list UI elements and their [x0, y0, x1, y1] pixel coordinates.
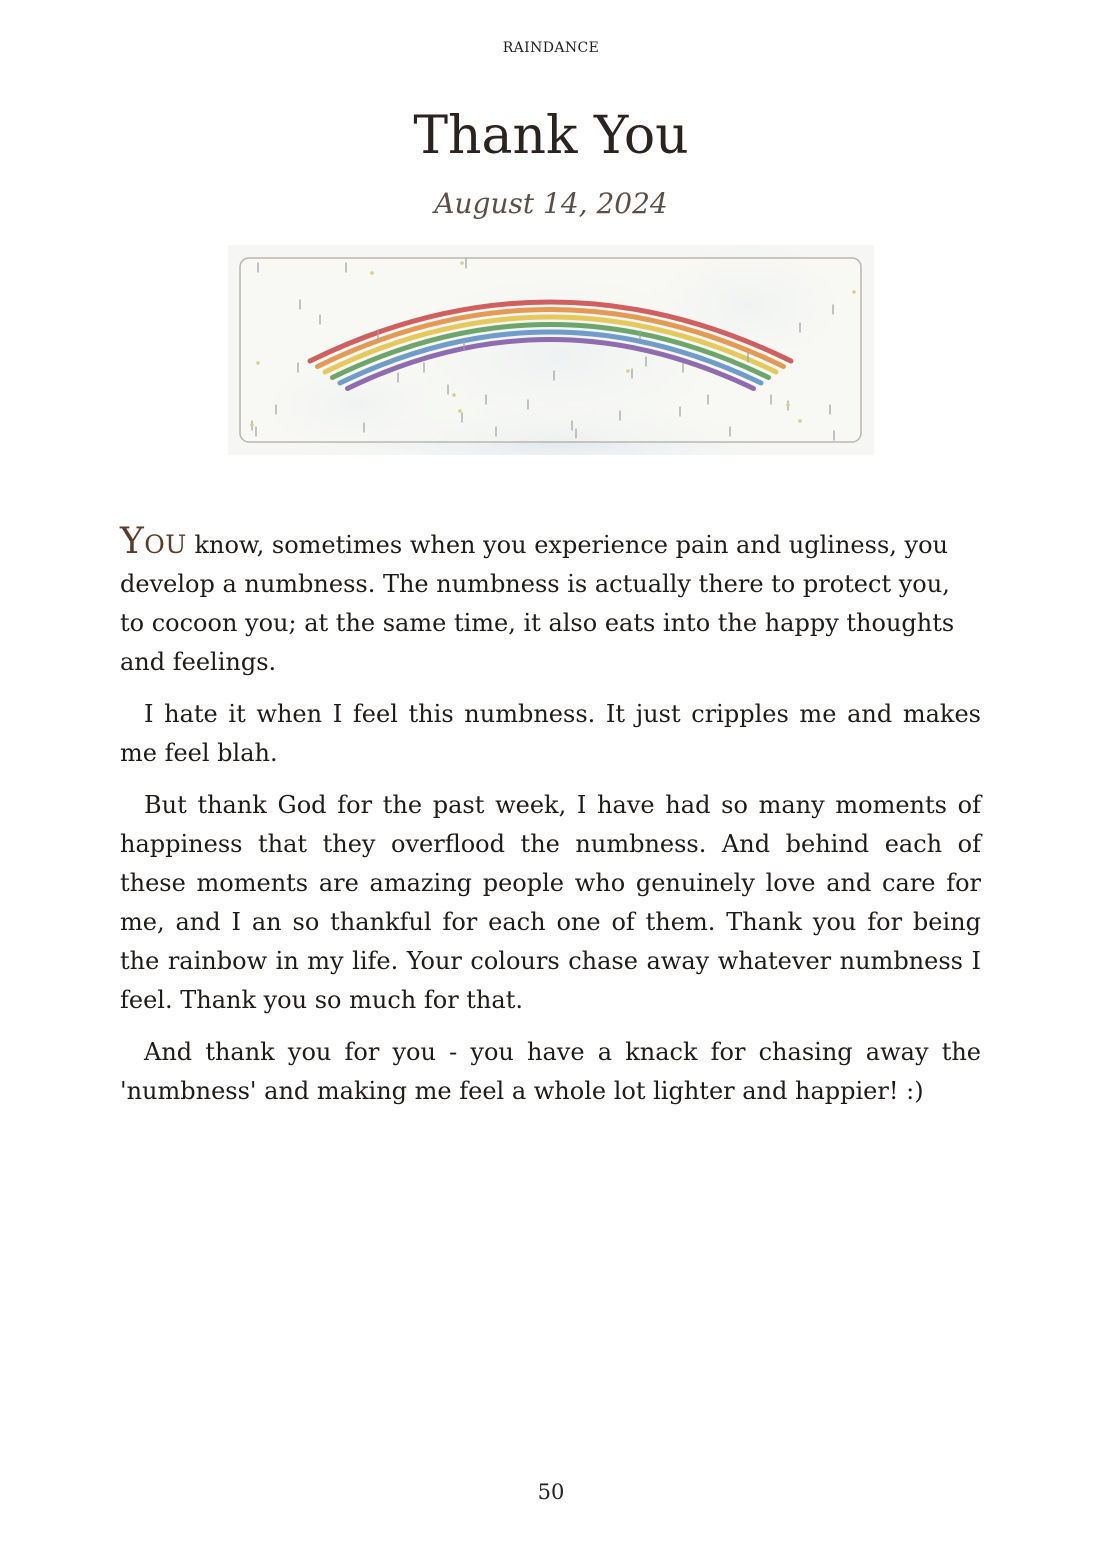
sparkle [256, 361, 260, 365]
paragraph-1-text: know, sometimes when you experience pain and ugliness, you develop a numbness. The numbness is actually there to protect you, to cocoon you; at the same time, it also eats into the happy thoughts and feelings. [120, 531, 955, 676]
sparkle [786, 403, 790, 407]
sparkle [250, 423, 254, 427]
sparkle [370, 271, 374, 275]
paragraph-2: I hate it when I feel this numbness. It just cripples me and makes me feel blah. [120, 700, 981, 767]
drop-cap-word: You [120, 521, 187, 562]
page-title: Thank You [413, 106, 689, 166]
sparkle [460, 261, 464, 265]
article-body [120, 522, 981, 1124]
rainbow-illustration [228, 245, 874, 455]
paragraph-1 [120, 522, 981, 682]
paragraph-3: But thank God for the past week, I have had so many moments of happiness that they overflood the numbness. And behind each of these moments are amazing people who genuinely love and care for me, and I an so thankful for each one of them. Thank you for being the rainbow in my life. Your colours chase away whatever numbness I feel. Thank you so much for that. [120, 791, 981, 1014]
sparkle [452, 393, 456, 397]
page-number: 50 [537, 1480, 565, 1504]
paragraph-4: And thank you for you - you have a knack for chasing away the 'numbness' and making me feel a whole lot lighter and happier! :) [120, 1038, 981, 1105]
running-header: RAINDANCE [502, 40, 600, 56]
sparkle [458, 409, 462, 413]
sparkle [798, 419, 802, 423]
sparkle [626, 369, 630, 373]
rainbow-icon [228, 245, 874, 455]
post-date: August 14, 2024 [434, 187, 668, 220]
sparkle [852, 290, 856, 294]
